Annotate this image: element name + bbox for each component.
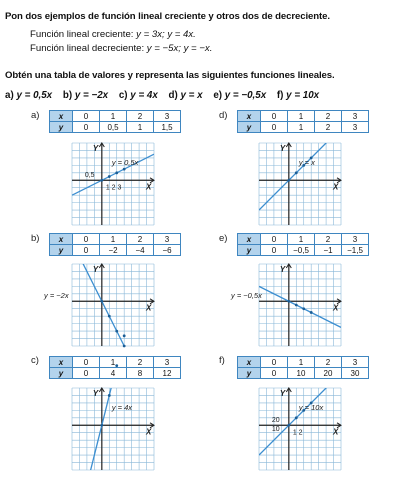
function-list [5,90,327,101]
table-row [238,111,369,122]
table-cell: 0,5 [100,122,127,133]
table-cell: 4 [100,368,127,379]
y-axis-label: Y [92,144,99,153]
table-cell: −0,5 [288,245,315,256]
graph-b [44,264,154,346]
table-cell: 1 [288,357,315,368]
x-axis-label: X [146,303,152,313]
function-f [277,90,319,101]
table-cell: 1 [288,111,315,122]
table-cell: −4 [127,245,154,256]
table-header-cell: x [238,234,261,245]
function-label: y = 0,5x [111,158,139,167]
block-label-a: a) [31,110,40,121]
table-cell: 0 [261,357,288,368]
grid [259,143,341,225]
table-cell: 2 [127,111,154,122]
y-axis-label: Y [279,144,286,153]
table-cell: 0 [261,245,288,256]
block-label-b: b) [31,233,40,244]
table-cell: 3 [342,234,369,245]
exercise1-line-increasing [30,29,196,40]
table-cell: 2 [315,111,342,122]
function-label: b) [62,90,73,101]
table-cell: −2 [100,245,127,256]
axis-value-label: 0,5 [84,172,95,179]
table-header-cell: y [238,245,261,256]
function-label: y = −0,5x [231,291,262,300]
table-header-cell: x [238,111,261,122]
table-cell: 0 [73,357,100,368]
table-cell: 3 [342,111,369,122]
data-point [287,424,290,427]
table-cell: 3 [154,234,181,245]
x-axis-label: X [333,182,339,192]
block-label-c: c) [31,355,39,366]
table-cell: 0 [261,368,288,379]
function-expr: y = −2x [74,90,109,101]
function-expr: y = 0,5x [16,90,53,101]
function-c [119,90,158,101]
data-point [295,171,298,174]
data-point [295,416,298,419]
function-expr: y = −0,5x [224,90,267,101]
x-tick-labels: 1 2 [292,429,303,437]
graph-d [259,143,341,225]
table-cell: 0 [73,122,100,133]
axis-value-label: 20 [271,417,280,424]
table-row [50,245,181,256]
table-row [50,122,181,133]
data-point [302,307,305,310]
line1-math: y = 3x; y = 4x. [136,29,196,40]
data-point [108,394,111,397]
function-b [63,90,108,101]
table-cell: 12 [154,368,181,379]
x-axis-label: X [146,182,152,192]
function-expr: y = x [180,90,203,101]
exercise1-title: Pon dos ejemplos de función lineal creciente y otros dos de decreciente. [5,11,330,22]
table-cell: 3 [342,357,369,368]
function-label: y = −2x [44,291,69,300]
values-table-b [49,233,181,256]
table-cell: 3 [154,357,181,368]
table-row [50,111,181,122]
table-row [238,234,369,245]
exercise2-title: Obtén una tabla de valores y representa las siguientes funciones lineales. [5,70,335,81]
table-cell: 1 [100,111,127,122]
data-point [287,300,290,303]
table-header-cell: x [50,111,73,122]
function-label: e) [213,90,223,101]
table-cell: 0 [261,111,288,122]
table-header-cell: y [50,368,73,379]
table-cell: 2 [315,234,342,245]
table-cell: 1 [127,122,154,133]
values-table-e [237,233,369,256]
table-header-cell: y [238,122,261,133]
graph-f [259,388,341,470]
graph-a [72,143,154,225]
function-label: y = 4x [111,403,133,412]
x-axis-label: X [146,427,152,437]
function-a [5,90,52,101]
data-point [108,315,111,318]
table-cell: 10 [288,368,315,379]
data-point [108,175,111,178]
y-axis-label: Y [279,389,286,398]
table-row [238,368,369,379]
table-cell: −6 [154,245,181,256]
table-cell: 0 [73,368,100,379]
grid [259,264,341,346]
table-cell: 20 [315,368,342,379]
table-cell: 2 [315,357,342,368]
table-cell: −1,5 [342,245,369,256]
function-line [259,286,341,327]
values-table-d [237,110,369,133]
function-label: d) [168,90,178,101]
function-label: y = 10x [298,403,324,412]
table-header-cell: y [238,368,261,379]
data-point [295,304,298,307]
table-cell: 30 [342,368,369,379]
table-cell: 1 [100,357,127,368]
block-label-e: e) [219,233,228,244]
values-table-c [49,356,181,379]
table-row [50,368,181,379]
table-header-cell: y [50,122,73,133]
table-cell: 0 [261,122,288,133]
function-line [259,128,341,210]
data-point [310,311,313,314]
table-cell: 0 [73,111,100,122]
table-cell: 3 [342,122,369,133]
axis-value-label: 10 [271,426,280,433]
table-cell: 1 [288,122,315,133]
x-tick-labels: 1 2 3 [105,184,122,192]
table-cell: 1 [288,234,315,245]
function-expr: y = 10x [286,90,320,101]
grid [72,388,154,470]
function-label: f) [276,90,284,101]
table-row [50,234,181,245]
table-cell: 1 [100,234,127,245]
line2-math: y = −5x; y = −x. [146,43,213,54]
x-axis-label: X [333,427,339,437]
table-row [238,122,369,133]
table-header-cell: x [50,357,73,368]
data-point [100,179,103,182]
table-cell: 8 [127,368,154,379]
table-cell: 0 [73,234,100,245]
line2-prefix: Función lineal decreciente: [30,43,147,54]
block-label-d: d) [219,110,228,121]
function-label: c) [118,90,128,101]
function-e [213,90,266,101]
table-cell: −1 [315,245,342,256]
y-axis-label: Y [92,265,99,274]
function-line [259,373,341,455]
data-point [123,345,126,348]
table-row [238,245,369,256]
table-cell: 0 [73,245,100,256]
data-point [100,300,103,303]
grid [72,264,154,346]
function-expr: y = 4x [130,90,158,101]
data-point [123,168,126,171]
values-table-a [49,110,181,133]
table-cell: 2 [315,122,342,133]
table-cell: 1,5 [154,122,181,133]
table-cell: 3 [154,111,181,122]
data-point [100,424,103,427]
function-label: y = x [298,158,315,167]
block-label-f: f) [219,355,225,366]
exercise1-line-decreasing [30,43,212,54]
data-point [115,364,118,367]
y-axis-label: Y [279,265,286,274]
table-header-cell: x [238,357,261,368]
data-point [123,334,126,337]
table-cell: 2 [127,357,154,368]
graph-c [72,388,154,470]
table-row [50,357,181,368]
table-cell: 2 [127,234,154,245]
graph-e [231,264,341,346]
values-table-f [237,356,369,379]
x-axis-label: X [333,303,339,313]
function-label: a) [5,90,14,101]
data-point [115,171,118,174]
table-header-cell: y [50,245,73,256]
function-d [169,90,203,101]
y-axis-label: Y [92,389,99,398]
table-row [238,357,369,368]
data-point [287,179,290,182]
table-header-cell: x [50,234,73,245]
table-cell: 0 [261,234,288,245]
data-point [115,330,118,333]
line1-prefix: Función lineal creciente: [30,29,137,40]
